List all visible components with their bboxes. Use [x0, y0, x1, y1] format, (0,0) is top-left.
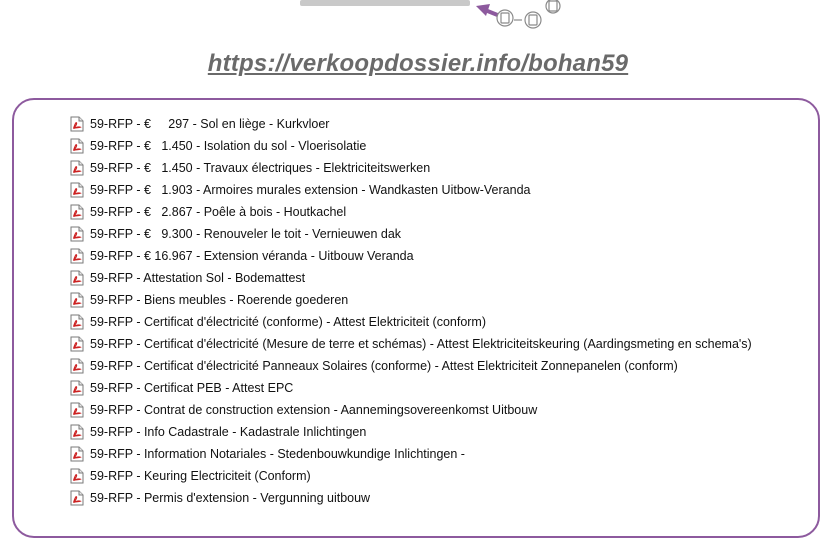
file-name-link[interactable]: 59-RFP - € 297 - Sol en liège - Kurkvloer — [90, 117, 330, 131]
file-list-item[interactable] — [70, 289, 752, 311]
file-list-item[interactable] — [70, 267, 752, 289]
pdf-file-icon — [70, 402, 84, 418]
pdf-file-icon — [70, 226, 84, 242]
file-list-item[interactable] — [70, 135, 752, 157]
file-name-link[interactable]: 59-RFP - Certificat PEB - Attest EPC — [90, 381, 294, 395]
pdf-file-icon — [70, 468, 84, 484]
arrow-icon — [476, 4, 500, 16]
pdf-file-icon — [70, 138, 84, 154]
pdf-file-icon — [70, 182, 84, 198]
file-list-item[interactable] — [70, 465, 752, 487]
file-name-link[interactable]: 59-RFP - Information Notariales - Stedenbouwkundige Inlichtingen - — [90, 447, 465, 461]
file-list-item[interactable] — [70, 333, 752, 355]
pdf-file-icon — [70, 358, 84, 374]
pdf-file-icon — [70, 490, 84, 506]
pdf-file-icon — [70, 248, 84, 264]
logo-graphic — [0, 0, 836, 40]
dossier-url-link[interactable]: https://verkoopdossier.info/bohan59 — [207, 50, 629, 77]
file-name-link[interactable]: 59-RFP - Info Cadastrale - Kadastrale Inlichtingen — [90, 425, 367, 439]
pdf-file-icon — [70, 204, 84, 220]
pdf-file-icon — [70, 270, 84, 286]
file-name-link[interactable]: 59-RFP - Biens meubles - Roerende goederen — [90, 293, 349, 307]
file-list-item[interactable] — [70, 201, 752, 223]
file-name-link[interactable]: 59-RFP - € 1.450 - Travaux électriques - Elektriciteitswerken — [90, 161, 431, 175]
file-list-item[interactable] — [70, 355, 752, 377]
file-name-link[interactable]: 59-RFP - € 16.967 - Extension véranda - Uitbouw Veranda — [90, 249, 414, 263]
pdf-file-icon — [70, 336, 84, 352]
file-name-link[interactable]: 59-RFP - Certificat d'électricité (conforme) - Attest Elektriciteit (conform) — [90, 315, 487, 329]
file-name-link[interactable]: 59-RFP - Certificat d'électricité Panneaux Solaires (conforme) - Attest Elektriciteit Zonnepanelen (conform) — [90, 359, 678, 373]
file-list-item[interactable] — [70, 113, 752, 135]
pdf-file-icon — [70, 160, 84, 176]
file-name-link[interactable]: 59-RFP - Certificat d'électricité (Mesure de terre et schémas) - Attest Elektriciteitskeuring (Aardingsmeting en schema's) — [90, 337, 752, 351]
file-name-link[interactable]: 59-RFP - Contrat de construction extension - Aannemingsovereenkomst Uitbouw — [90, 403, 538, 417]
pdf-file-icon — [70, 424, 84, 440]
file-list — [70, 113, 752, 509]
file-name-link[interactable]: 59-RFP - € 2.867 - Poêle à bois - Houtkachel — [90, 205, 347, 219]
file-name-link[interactable]: 59-RFP - Keuring Electriciteit (Conform) — [90, 469, 311, 483]
file-name-link[interactable]: 59-RFP - Permis d'extension - Vergunning uitbouw — [90, 491, 371, 505]
pdf-file-icon — [70, 292, 84, 308]
pdf-file-icon — [70, 116, 84, 132]
file-list-item[interactable] — [70, 223, 752, 245]
pdf-file-icon — [70, 380, 84, 396]
file-list-item[interactable] — [70, 399, 752, 421]
pdf-file-icon — [70, 446, 84, 462]
file-name-link[interactable]: 59-RFP - € 1.450 - Isolation du sol - Vloerisolatie — [90, 139, 367, 153]
file-list-item[interactable] — [70, 157, 752, 179]
file-list-item[interactable] — [70, 443, 752, 465]
file-list-item[interactable] — [70, 311, 752, 333]
documents-icon — [497, 0, 560, 28]
file-list-item[interactable] — [70, 179, 752, 201]
file-name-link[interactable]: 59-RFP - € 1.903 - Armoires murales extension - Wandkasten Uitbow-Veranda — [90, 183, 531, 197]
file-list-item[interactable] — [70, 487, 752, 509]
file-name-link[interactable]: 59-RFP - Attestation Sol - Bodemattest — [90, 271, 306, 285]
pdf-file-icon — [70, 314, 84, 330]
file-name-link[interactable]: 59-RFP - € 9.300 - Renouveler le toit - Vernieuwen dak — [90, 227, 402, 241]
file-list-item[interactable] — [70, 245, 752, 267]
file-list-item[interactable] — [70, 377, 752, 399]
file-list-item[interactable] — [70, 421, 752, 443]
